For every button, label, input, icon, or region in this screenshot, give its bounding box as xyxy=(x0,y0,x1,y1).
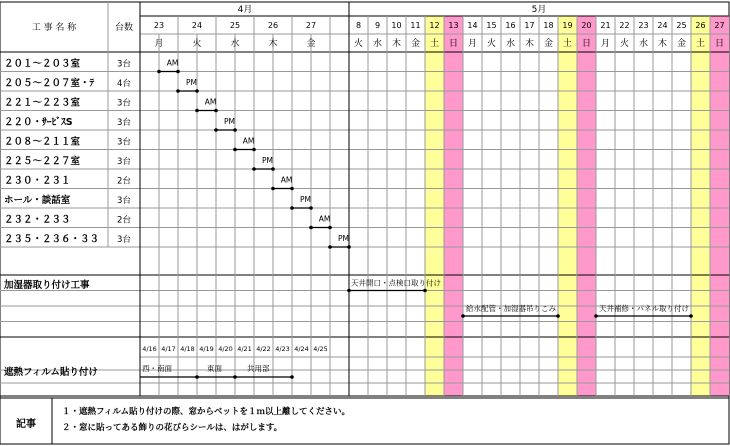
saturday-column xyxy=(558,16,577,396)
may-weekday: 土 xyxy=(429,39,440,49)
april-header: 4月 xyxy=(237,5,253,15)
film-label: 東面 xyxy=(207,364,222,373)
film-date: 4/24 xyxy=(294,345,309,353)
film-date: 4/23 xyxy=(275,345,290,353)
april-date: 23 xyxy=(153,21,165,30)
bar-start-dot xyxy=(252,167,256,171)
bar-end-dot xyxy=(328,226,332,230)
may-date: 27 xyxy=(714,21,725,30)
may-date: 24 xyxy=(657,21,668,30)
film-label: 西・南面 xyxy=(142,364,172,373)
slot-label: AM xyxy=(204,97,217,107)
may-date: 8 xyxy=(355,21,362,30)
slot-label: PM xyxy=(300,195,311,204)
may-weekday: 水 xyxy=(372,39,383,49)
task-label: 天井補修・パネル取り付け xyxy=(599,304,689,313)
april-date: 24 xyxy=(191,21,203,30)
slot-label: PM xyxy=(262,156,273,165)
bar-start-dot xyxy=(328,245,332,249)
room-count: 3台 xyxy=(117,196,131,206)
bar-start-dot xyxy=(309,226,313,230)
room-count: 3台 xyxy=(117,137,131,148)
sheet-frame xyxy=(0,2,729,444)
bar-end-dot xyxy=(271,167,275,171)
slot-label: AM xyxy=(166,58,179,68)
may-weekday: 日 xyxy=(581,39,592,49)
may-weekday: 月 xyxy=(467,39,478,49)
may-weekday: 火 xyxy=(486,39,497,49)
bar-start-dot xyxy=(176,89,180,93)
film-title: 遮熱フィルム貼り付け xyxy=(4,367,98,378)
may-weekday: 火 xyxy=(353,39,364,49)
may-weekday: 木 xyxy=(391,39,402,49)
may-date: 19 xyxy=(562,21,573,30)
bar-start-dot xyxy=(271,187,275,191)
room-count: 3台 xyxy=(117,118,131,128)
room-count: 3台 xyxy=(117,98,131,109)
note-line: １・遮熱フィルム貼り付けの際、窓からベットを１ｍ以上離してください。 xyxy=(62,407,350,417)
may-weekday: 水 xyxy=(505,39,516,49)
may-weekday: 金 xyxy=(676,39,687,49)
film-date: 4/18 xyxy=(180,345,195,353)
bar-end-dot xyxy=(290,187,294,191)
room-name: ２３０・２３１ xyxy=(4,175,71,187)
slot-label: AM xyxy=(318,214,331,224)
april-weekday: 火 xyxy=(192,39,202,49)
notes-label: 記事 xyxy=(16,419,36,430)
april-weekday: 月 xyxy=(154,39,164,49)
may-weekday: 木 xyxy=(524,39,535,49)
film-date: 4/25 xyxy=(313,345,328,353)
task-label: 給水配管・加湿器吊りこみ xyxy=(466,304,556,313)
room-count: 4台 xyxy=(117,79,131,89)
task-start-dot xyxy=(461,314,465,318)
april-weekday: 木 xyxy=(268,39,278,49)
count-column-header: 台数 xyxy=(114,23,134,33)
name-column-header: 工 事 名 称 xyxy=(31,23,77,33)
bar-end-dot xyxy=(233,128,237,132)
film-date: 4/17 xyxy=(161,345,176,353)
room-name: ホール・談話室 xyxy=(4,195,71,206)
may-weekday: 日 xyxy=(714,39,725,49)
sunday-column xyxy=(710,16,729,396)
room-name: ２２１～２２３室 xyxy=(4,97,81,109)
may-date: 21 xyxy=(600,21,611,30)
bar-end-dot xyxy=(347,245,351,249)
may-date: 22 xyxy=(619,21,630,30)
bar-start-dot xyxy=(195,109,199,113)
bar-end-dot xyxy=(195,89,199,93)
slot-label: AM xyxy=(280,175,293,185)
room-count: 3台 xyxy=(117,59,131,70)
may-weekday: 水 xyxy=(638,39,649,49)
april-date: 26 xyxy=(267,21,279,30)
bar-end-dot xyxy=(176,70,180,74)
may-weekday: 月 xyxy=(600,39,611,49)
saturday-column xyxy=(425,16,444,396)
april-weekday: 金 xyxy=(306,39,316,49)
bar-end-dot xyxy=(214,109,218,113)
slot-label: AM xyxy=(242,136,255,146)
may-date: 23 xyxy=(638,21,649,30)
film-bar-dot xyxy=(290,375,294,379)
room-name: ２０８～２１１室 xyxy=(4,136,81,148)
may-date: 17 xyxy=(524,21,535,30)
may-weekday: 金 xyxy=(543,39,554,49)
may-date: 10 xyxy=(391,21,402,30)
may-weekday: 土 xyxy=(695,39,706,49)
may-date: 11 xyxy=(410,21,421,30)
may-date: 26 xyxy=(695,21,706,30)
slot-label: PM xyxy=(186,78,197,87)
note-line: ２・窓に貼ってある飾りの花びらシールは、はがします。 xyxy=(62,423,283,433)
april-date: 27 xyxy=(305,21,317,30)
may-date: 12 xyxy=(429,21,440,30)
may-weekday: 金 xyxy=(410,39,421,49)
bar-start-dot xyxy=(157,70,161,74)
task-label: 天井開口・点検口取り付け xyxy=(351,278,441,288)
may-date: 25 xyxy=(676,21,687,30)
task-end-dot xyxy=(689,314,693,318)
room-name: ２０１～２０３室 xyxy=(4,58,81,70)
film-date: 4/19 xyxy=(199,345,214,353)
bar-end-dot xyxy=(252,148,256,152)
room-name: ２３２・２３３ xyxy=(4,214,71,226)
may-date: 15 xyxy=(486,21,497,30)
sunday-column xyxy=(577,16,596,396)
april-weekday: 水 xyxy=(230,39,240,49)
film-date: 4/16 xyxy=(142,345,157,353)
task-start-dot xyxy=(347,289,351,293)
may-date: 13 xyxy=(448,21,459,30)
may-weekday: 火 xyxy=(619,39,630,49)
may-weekday: 日 xyxy=(448,39,459,49)
may-date: 20 xyxy=(581,21,592,30)
task-end-dot xyxy=(556,314,560,318)
room-name: ２３５・２３６・３３ xyxy=(4,234,100,245)
may-date: 18 xyxy=(543,21,554,30)
task-start-dot xyxy=(594,314,598,318)
may-date: 14 xyxy=(467,21,478,30)
film-date: 4/22 xyxy=(256,345,271,353)
may-date: 9 xyxy=(374,21,381,30)
humidifier-title: 加湿器取り付け工事 xyxy=(4,280,90,291)
room-count: 2台 xyxy=(117,215,131,226)
room-count: 2台 xyxy=(117,176,131,187)
may-weekday: 木 xyxy=(657,39,668,49)
film-label: 共用部 xyxy=(247,364,270,373)
may-date: 16 xyxy=(505,21,516,30)
room-count: 3台 xyxy=(117,157,131,167)
bar-start-dot xyxy=(290,206,294,210)
may-weekday: 土 xyxy=(562,39,573,49)
film-date: 4/21 xyxy=(237,345,252,353)
film-date: 4/20 xyxy=(218,345,233,353)
task-end-dot xyxy=(423,289,427,293)
bar-start-dot xyxy=(214,128,218,132)
april-date: 25 xyxy=(229,21,241,30)
saturday-column xyxy=(691,16,710,396)
bar-end-dot xyxy=(309,206,313,210)
sunday-column xyxy=(444,16,463,396)
may-header: 5月 xyxy=(531,5,547,15)
room-name: ２２０・ｻｰﾋﾞｽS xyxy=(4,117,73,128)
room-name: ２０５～２０７室・ﾃ xyxy=(4,78,95,89)
room-name: ２２５～２２７室 xyxy=(4,156,81,167)
bar-start-dot xyxy=(233,148,237,152)
room-count: 3台 xyxy=(117,235,131,245)
slot-label: PM xyxy=(338,234,349,243)
slot-label: PM xyxy=(224,117,235,126)
